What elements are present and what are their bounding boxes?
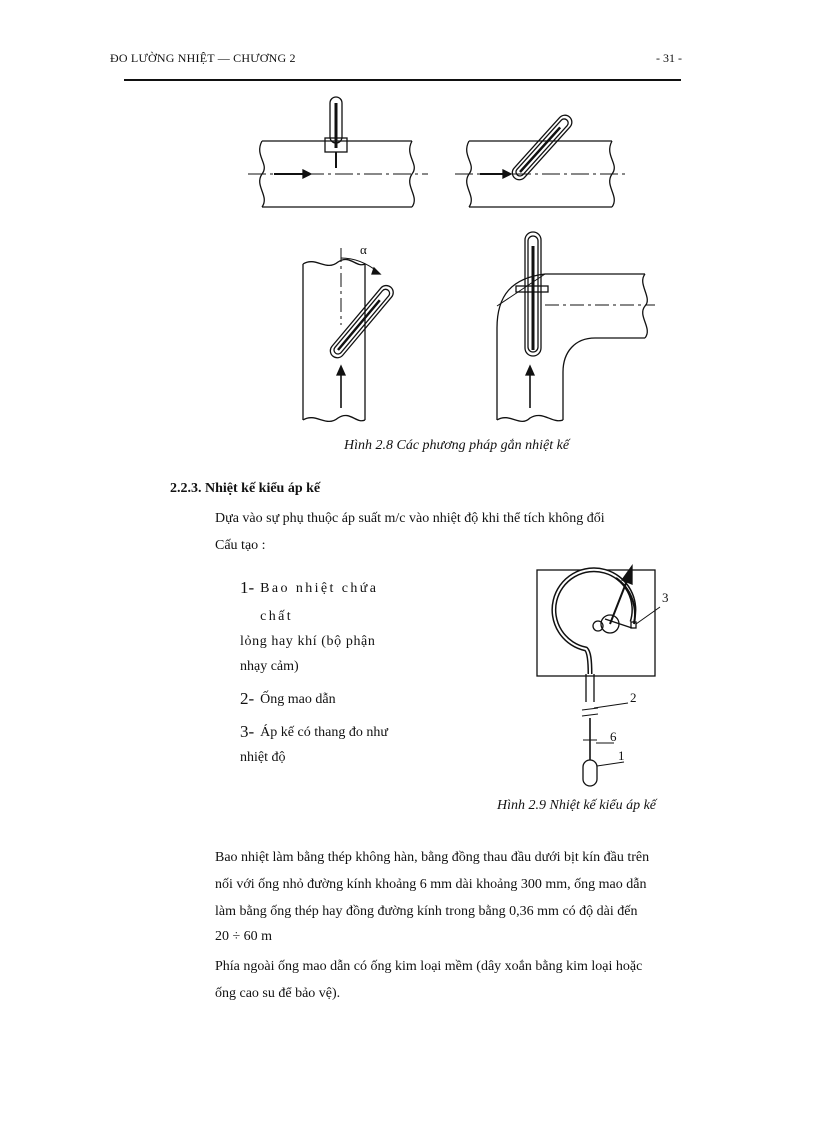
angle-alpha-label: α <box>360 242 367 257</box>
sensing-bulb <box>583 760 597 786</box>
component-number: 3- <box>240 722 255 741</box>
figure-2-8-diagram <box>0 0 816 440</box>
component-text: lỏng hay khí (bộ phận <box>240 634 376 649</box>
label-3: 3 <box>662 590 669 605</box>
body-paragraph-2 <box>215 953 691 1007</box>
figure-2-9-diagram <box>0 560 816 820</box>
page-number: - 31 - <box>656 51 682 65</box>
section-heading: 2.2.3. Nhiệt kế kiểu áp kế <box>170 481 321 496</box>
label-1: 1 <box>618 748 625 763</box>
running-header-title: ĐO LƯỜNG NHIỆT — CHƯƠNG 2 <box>110 51 296 65</box>
paragraph-line: nối với ống nhỏ đường kính khoảng 6 mm dài khoảng 300 mm, ống mao dẫn <box>215 877 647 892</box>
pipe-perpendicular-mount <box>248 97 428 207</box>
figure-2-8-caption: Hình 2.8 Các phương pháp gắn nhiệt kế <box>344 438 570 453</box>
elbow-pipe-mount <box>497 232 655 421</box>
structure-label: Cấu tạo : <box>215 538 266 553</box>
component-text: Ống mao dẫn <box>260 692 336 707</box>
paragraph-line: 20 ÷ 60 m <box>215 929 273 944</box>
component-text: Bao nhiệt chứa chất <box>260 581 379 624</box>
vertical-pipe-angled-mount <box>303 248 396 421</box>
component-text: nhạy cảm) <box>240 659 299 674</box>
component-number: 1- <box>240 578 255 597</box>
paragraph-line: Phía ngoài ống mao dẫn có ống kim loại mềm (dây xoắn bằng kim loại hoặc <box>215 959 643 974</box>
paragraph-line: ống cao su để bảo vệ). <box>215 986 341 1001</box>
component-number: 2- <box>240 689 255 708</box>
paragraph-line: Bao nhiệt làm bằng thép không hàn, bằng đồng thau đầu dưới bịt kín đầu trên <box>215 850 650 865</box>
pipe-inclined-mount <box>455 112 628 207</box>
intro-text: Dựa vào sự phụ thuộc áp suất m/c vào nhiệt độ khi thể tích không đổi <box>215 511 605 526</box>
component-text: nhiệt độ <box>240 750 286 765</box>
label-2: 2 <box>630 690 637 705</box>
component-text: Áp kế có thang đo như <box>260 725 388 740</box>
paragraph-line: làm bằng ống thép hay đồng đường kính trong bằng 0,36 mm có độ dài đến <box>215 904 638 919</box>
figure-2-9-caption: Hình 2.9 Nhiệt kế kiểu áp kế <box>497 798 657 813</box>
label-6: 6 <box>610 729 617 744</box>
body-paragraph-1 <box>215 844 691 950</box>
